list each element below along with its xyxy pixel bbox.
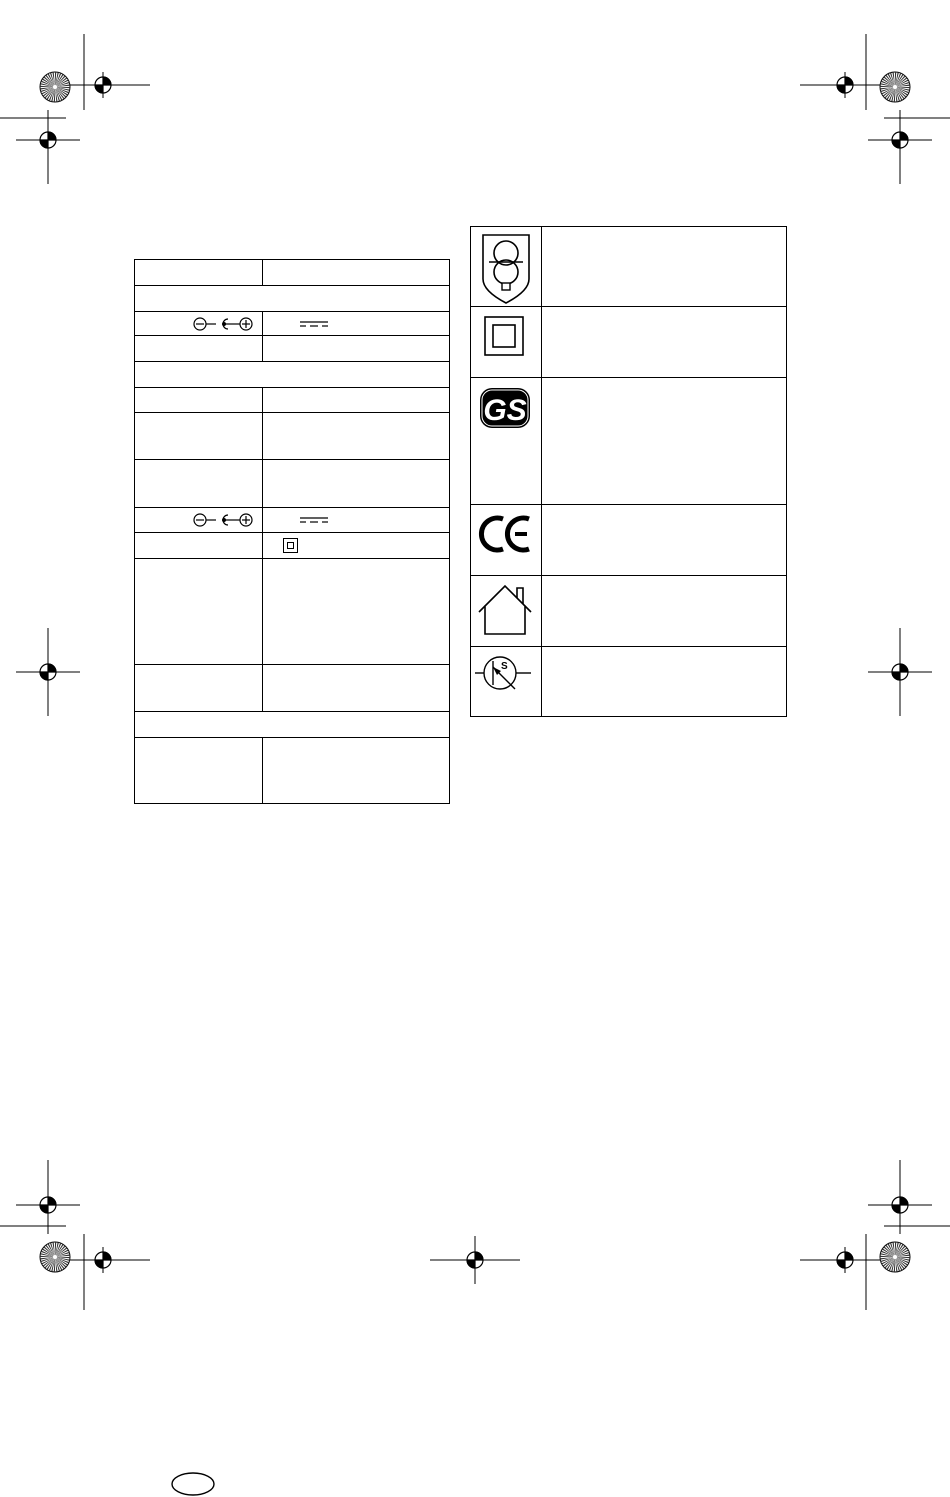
symbol-description	[542, 505, 787, 576]
protection-class-ii-icon	[471, 307, 541, 377]
dc-polarity-icon	[192, 316, 256, 332]
spec-label	[135, 460, 263, 508]
safety-transformer-icon	[471, 227, 541, 306]
symbol-description	[542, 576, 787, 647]
symbol-legend-table	[470, 226, 787, 717]
color-starburst-icon	[40, 1242, 70, 1272]
gs-mark-icon	[471, 378, 541, 438]
spec-label	[135, 260, 263, 286]
symbol-row	[471, 576, 787, 647]
svg-text:GS: GS	[483, 394, 527, 427]
symbol-description	[542, 227, 787, 307]
spec-row	[135, 388, 450, 413]
registration-target-icon	[35, 127, 61, 153]
registration-target-icon	[462, 1247, 488, 1273]
dc-polarity-icon	[192, 512, 256, 528]
symbol-row	[471, 647, 787, 717]
spec-row	[135, 286, 450, 312]
symbol-cell	[471, 307, 542, 378]
symbol-row	[471, 227, 787, 307]
spec-value	[263, 413, 450, 460]
spec-section-heading	[135, 712, 450, 738]
spec-label	[135, 336, 263, 362]
spec-row	[135, 665, 450, 712]
symbol-cell	[471, 227, 542, 307]
spec-row	[135, 312, 450, 336]
color-starburst-icon	[880, 72, 910, 102]
spec-label	[135, 508, 263, 533]
registration-target-icon	[35, 659, 61, 685]
registration-target-icon	[887, 1192, 913, 1218]
short-circuit-proof-icon	[471, 647, 541, 707]
spec-label	[135, 533, 263, 559]
spec-label	[135, 559, 263, 665]
symbol-description	[542, 307, 787, 378]
spec-label	[135, 413, 263, 460]
language-badge	[170, 1471, 216, 1497]
spec-row	[135, 712, 450, 738]
dc-current-icon	[299, 515, 329, 525]
registration-target-icon	[832, 72, 858, 98]
protection-class-ii-icon	[283, 538, 298, 553]
spec-row	[135, 559, 450, 665]
spec-label	[135, 665, 263, 712]
registration-target-icon	[887, 659, 913, 685]
spec-row	[135, 413, 450, 460]
symbol-description	[542, 378, 787, 505]
spec-value	[263, 388, 450, 413]
spec-value	[263, 460, 450, 508]
spec-value	[263, 533, 450, 559]
symbol-row	[471, 307, 787, 378]
symbol-cell	[471, 505, 542, 576]
spec-value	[263, 336, 450, 362]
symbol-description	[542, 647, 787, 717]
spec-row	[135, 362, 450, 388]
spec-value	[263, 559, 450, 665]
spec-value	[263, 665, 450, 712]
spec-label	[135, 388, 263, 413]
spec-value	[263, 312, 450, 336]
spec-section-heading	[135, 286, 450, 312]
symbol-row	[471, 505, 787, 576]
indoor-use-icon	[471, 576, 541, 646]
spec-label	[135, 312, 263, 336]
symbol-row	[471, 378, 787, 505]
spec-value	[263, 260, 450, 286]
symbol-cell	[471, 576, 542, 647]
spec-row	[135, 533, 450, 559]
registration-target-icon	[90, 1247, 116, 1273]
spec-value	[263, 738, 450, 804]
spec-row	[135, 260, 450, 286]
color-starburst-icon	[880, 1242, 910, 1272]
spec-section-heading	[135, 362, 450, 388]
symbol-cell	[471, 378, 542, 505]
registration-target-icon	[35, 1192, 61, 1218]
technical-data-table	[134, 259, 450, 804]
symbol-cell	[471, 647, 542, 717]
registration-target-icon	[887, 127, 913, 153]
dc-current-icon	[299, 319, 329, 329]
spec-label	[135, 738, 263, 804]
spec-value	[263, 508, 450, 533]
registration-target-icon	[90, 72, 116, 98]
ce-mark-icon	[471, 505, 541, 565]
registration-target-icon	[832, 1247, 858, 1273]
spec-row	[135, 460, 450, 508]
spec-row	[135, 508, 450, 533]
color-starburst-icon	[40, 72, 70, 102]
svg-text:S: S	[501, 661, 508, 672]
spec-row	[135, 336, 450, 362]
spec-row	[135, 738, 450, 804]
